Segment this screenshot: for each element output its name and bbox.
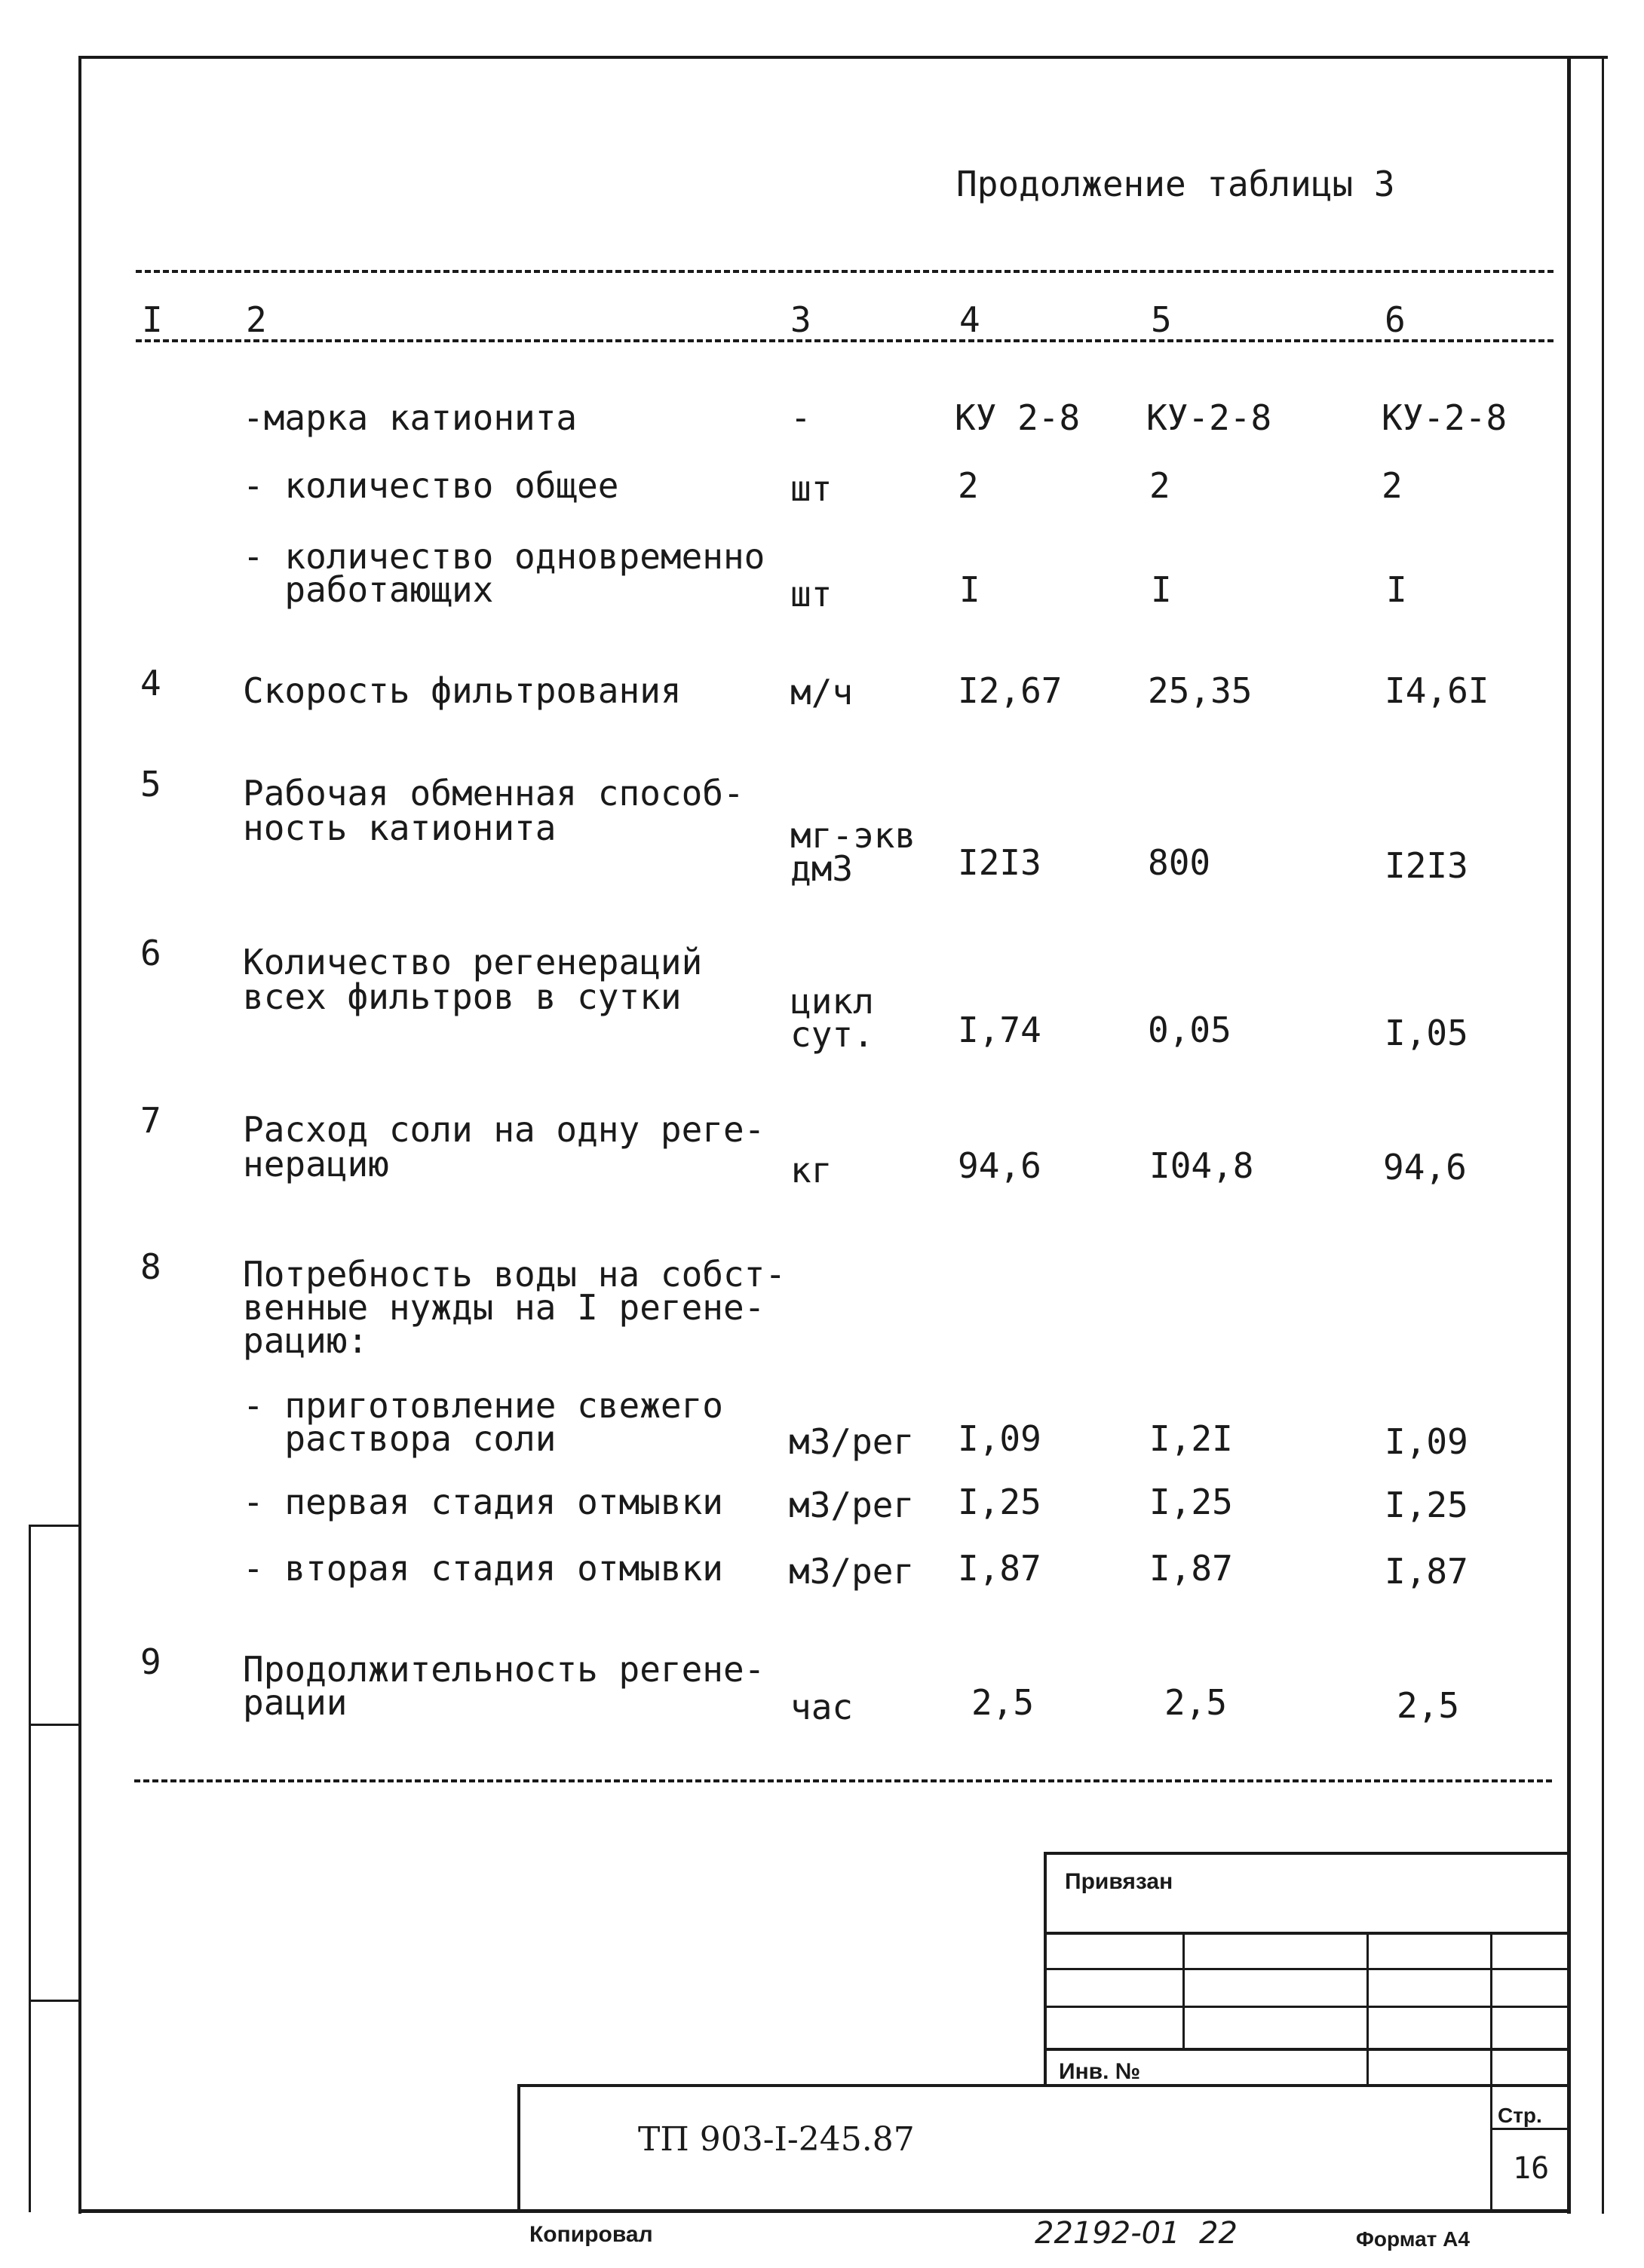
row-9-col6: 2,5 [1397, 1685, 1460, 1726]
row-qty-working-col4: I [959, 569, 980, 610]
row-6-col4: I,74 [958, 1010, 1041, 1050]
row-qty-total-name: - количество общее [243, 465, 619, 506]
frame-top [78, 56, 1608, 59]
row-8-name-line1: Потребность воды на собст- [243, 1254, 787, 1295]
row-7-col4: 94,6 [958, 1145, 1041, 1186]
row-8a-unit: м3/рег [789, 1421, 915, 1462]
frame-bottom [78, 2209, 1571, 2213]
row-6-name-line2: всех фильтров в сутки [243, 976, 682, 1017]
table-continuation-heading: Продолжение таблицы 3 [956, 164, 1395, 204]
row-9-number: 9 [140, 1641, 161, 1682]
header-bottom-dashed-line [136, 339, 1554, 342]
frame-left [78, 56, 81, 2214]
row-marka-col6: КУ-2-8 [1382, 397, 1508, 438]
row-7-unit: кг [790, 1150, 833, 1191]
row-5-col4: I2I3 [958, 842, 1041, 883]
row-4-col6: I4,6I [1385, 670, 1489, 711]
row-9-col5: 2,5 [1164, 1682, 1228, 1723]
row-5-unit-line2: дм3 [790, 848, 854, 889]
row-6-unit-line1: цикл [790, 981, 874, 1022]
frame-right-outer [1602, 59, 1604, 2214]
row-5-col6: I2I3 [1385, 845, 1468, 886]
row-6-col6: I,05 [1385, 1013, 1468, 1053]
column-header-1: I [142, 299, 163, 340]
row-8c-name: - вторая стадия отмывки [243, 1548, 723, 1589]
row-4-col5: 25,35 [1148, 670, 1253, 711]
stamp-top-border [1044, 1852, 1570, 1855]
margin-strip-left [29, 1525, 31, 2212]
row-qty-working-name-line2: работающих [243, 569, 494, 610]
row-qty-total-unit: шт [790, 468, 833, 509]
row-7-name-line1: Расход соли на одну реге- [243, 1109, 765, 1150]
stamp-vline-1 [1182, 1932, 1185, 2051]
row-qty-total-col5: 2 [1149, 465, 1170, 506]
row-6-unit-line2: сут. [790, 1014, 874, 1055]
margin-strip-div2 [29, 2000, 80, 2002]
row-7-name-line2: нерацию [243, 1144, 389, 1185]
row-5-name-line2: ность катионита [243, 808, 557, 848]
page-label: Стр. [1498, 2104, 1542, 2127]
row-qty-working-col6: I [1386, 569, 1407, 610]
row-qty-total-col6: 2 [1382, 465, 1403, 506]
row-8c-col5: I,87 [1149, 1548, 1233, 1589]
row-4-name: Скорость фильтрования [243, 670, 682, 711]
row-8a-col4: I,09 [958, 1418, 1041, 1459]
margin-strip-div1 [29, 1724, 80, 1726]
document-code: ТП 903-I-245.87 [638, 2120, 915, 2159]
row-8-name-line2: венные нужды на I регене- [243, 1287, 765, 1328]
header-top-dashed-line [136, 270, 1554, 273]
row-8c-unit: м3/рег [789, 1551, 915, 1592]
row-8c-col6: I,87 [1385, 1551, 1468, 1592]
row-7-number: 7 [140, 1100, 161, 1141]
row-5-col5: 800 [1148, 842, 1211, 883]
row-qty-working-col5: I [1151, 569, 1172, 610]
row-5-unit-line1: мг-экв [790, 815, 916, 856]
row-8-name-line3: рацию: [243, 1320, 369, 1361]
row-8b-col5: I,25 [1149, 1482, 1233, 1522]
margin-strip-top [29, 1525, 80, 1527]
row-5-number: 5 [140, 764, 161, 805]
column-header-5: 5 [1151, 299, 1172, 340]
handwritten-note: 22192-01 22 [1035, 2216, 1238, 2251]
row-7-col5: I04,8 [1149, 1145, 1254, 1186]
table-bottom-dashed-line [134, 1779, 1552, 1782]
row-8-number: 8 [140, 1246, 161, 1287]
row-6-number: 6 [140, 933, 161, 973]
stamp-bound-label: Привязан [1065, 1869, 1173, 1894]
code-box-left [517, 2084, 520, 2212]
row-8b-col4: I,25 [958, 1482, 1041, 1522]
row-8a-name-line1: - приготовление свежего [243, 1385, 723, 1426]
row-9-col4: 2,5 [971, 1682, 1035, 1723]
page-number: 16 [1513, 2151, 1550, 2186]
row-7-col6: 94,6 [1383, 1147, 1467, 1188]
row-6-name-line1: Количество регенераций [243, 942, 703, 982]
stamp-vline-2 [1366, 1932, 1369, 2087]
row-8a-col5: I,2I [1149, 1418, 1233, 1459]
row-4-number: 4 [140, 663, 161, 703]
row-5-name-line1: Рабочая обменная способ- [243, 773, 744, 814]
row-qty-working-name-line1: - количество одновременно [243, 536, 765, 577]
row-6-col5: 0,05 [1148, 1010, 1231, 1050]
row-8b-unit: м3/рег [789, 1485, 915, 1525]
column-header-6: 6 [1385, 299, 1406, 340]
row-4-col4: I2,67 [958, 670, 1063, 711]
copied-label: Копировал [529, 2222, 653, 2247]
row-marka-unit: - [790, 397, 811, 438]
stamp-vline-3 [1490, 1932, 1492, 2211]
row-qty-total-col4: 2 [958, 465, 979, 506]
row-9-name-line1: Продолжительность регене- [243, 1649, 765, 1690]
row-9-unit: час [790, 1687, 854, 1727]
code-box-top [517, 2084, 1570, 2087]
column-header-4: 4 [959, 299, 980, 340]
row-qty-working-unit: шт [790, 574, 833, 615]
row-9-name-line2: рации [243, 1682, 348, 1723]
column-header-2: 2 [246, 299, 267, 340]
column-header-3: 3 [790, 299, 811, 340]
row-marka-col4: КУ 2-8 [955, 397, 1081, 438]
row-8b-name: - первая стадия отмывки [243, 1482, 723, 1522]
frame-right [1567, 56, 1571, 2214]
row-8b-col6: I,25 [1385, 1485, 1468, 1525]
row-8a-col6: I,09 [1385, 1421, 1468, 1462]
row-marka-col5: КУ-2-8 [1146, 397, 1272, 438]
format-label: Формат А4 [1356, 2227, 1470, 2251]
row-8a-name-line2: раствора соли [243, 1418, 557, 1459]
row-marka-name: -марка катионита [243, 397, 578, 438]
row-8c-col4: I,87 [958, 1548, 1041, 1589]
stamp-inv-label: Инв. № [1059, 2059, 1141, 2084]
row-4-unit: м/ч [790, 672, 854, 713]
